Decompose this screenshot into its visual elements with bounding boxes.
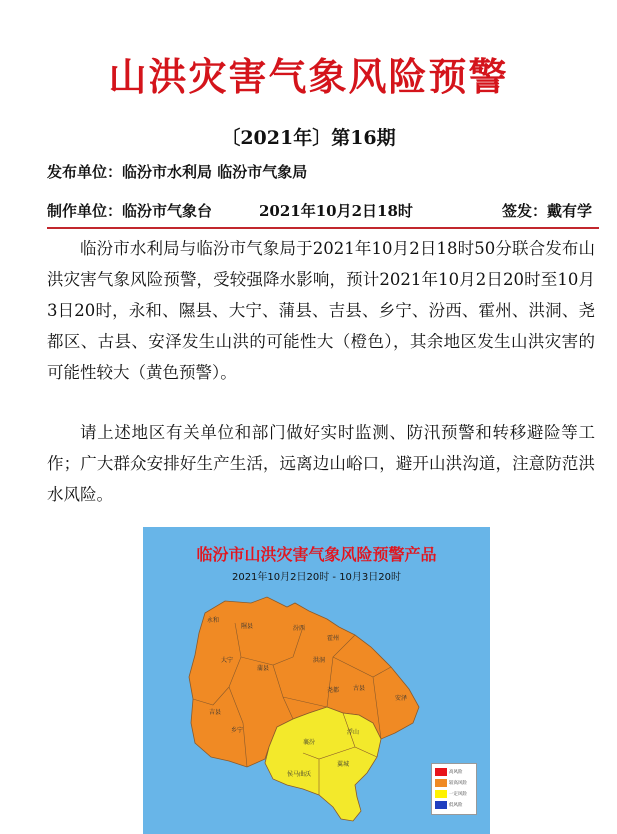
produced-time: 2021年10月2日18时 [259, 202, 413, 220]
signer: 签发：戴有学 [501, 202, 592, 220]
place-yaodu: 尧都 [327, 687, 340, 694]
producer-unit: 制作单位：临汾市气象台 [47, 202, 213, 220]
legend-swatch [435, 779, 447, 787]
place-hongdong: 洪洞 [313, 657, 326, 664]
yellow-region [265, 707, 381, 821]
legend-item [435, 779, 475, 788]
place-anze: 安泽 [395, 695, 408, 702]
legend-label: 一定风险 [449, 792, 467, 797]
place-daning: 大宁 [221, 657, 234, 664]
warning-map [143, 527, 490, 834]
legend-item [435, 768, 475, 777]
place-huozhou: 霍州 [327, 635, 340, 642]
legend-item [435, 801, 475, 810]
legend-swatch [435, 768, 447, 776]
place-puxian: 蒲县 [257, 665, 270, 672]
issue-number: 〔2021年〕第16期 [221, 127, 396, 149]
place-yonghe: 永和 [207, 617, 220, 624]
place-xixian: 隰县 [241, 623, 254, 630]
place-yicheng: 翼城 [337, 761, 350, 768]
legend-swatch [435, 790, 447, 798]
legend-swatch [435, 801, 447, 809]
place-fenxi: 汾西 [293, 625, 306, 632]
place-fushan: 浮山 [347, 729, 360, 736]
legend-item [435, 790, 475, 799]
map-title: 临汾市山洪灾害气象风险预警产品 [196, 545, 437, 564]
legend-label: 低风险 [449, 803, 463, 808]
map-legend [431, 763, 477, 815]
document-title: 山洪灾害气象风险预警 [108, 54, 509, 99]
producer-line [47, 200, 592, 221]
header-divider [47, 227, 599, 229]
publisher-line: 发布单位：临汾市水利局 临汾市气象局 [47, 163, 308, 181]
paragraph-warning: 临汾市水利局与临汾市气象局于2021年10月2日18时50分联合发布山洪灾害气象风险预警，受较强降水影响，预计2021年10月2日20时至10月3日20时，永和、隰县、大宁、蒲县、吉县、乡宁、汾西、霍州、洪洞、尧都区、古县、安泽发生山洪的可能性大（橙色），其余地区发生山洪灾害的可能性较大（黄色预警）。 [47, 239, 595, 382]
place-gucheng: 古县 [353, 685, 366, 692]
legend-label: 较高风险 [449, 781, 467, 786]
paragraph-advice: 请上述地区有关单位和部门做好实时监测、防汛预警和转移避险等工作；广大群众安排好生产生活，远离边山峪口，避开山洪沟道，注意防范洪水风险。 [47, 423, 595, 504]
place-xiangfen: 襄汾 [303, 739, 316, 746]
legend-label: 高风险 [449, 770, 463, 775]
place-xiangning: 乡宁 [231, 727, 244, 734]
map-subtitle: 2021年10月2日20时 - 10月3日20时 [231, 572, 402, 583]
place-houma: 侯马 [287, 771, 300, 778]
place-jixian: 吉县 [209, 709, 222, 716]
place-quwo: 曲沃 [299, 771, 312, 778]
